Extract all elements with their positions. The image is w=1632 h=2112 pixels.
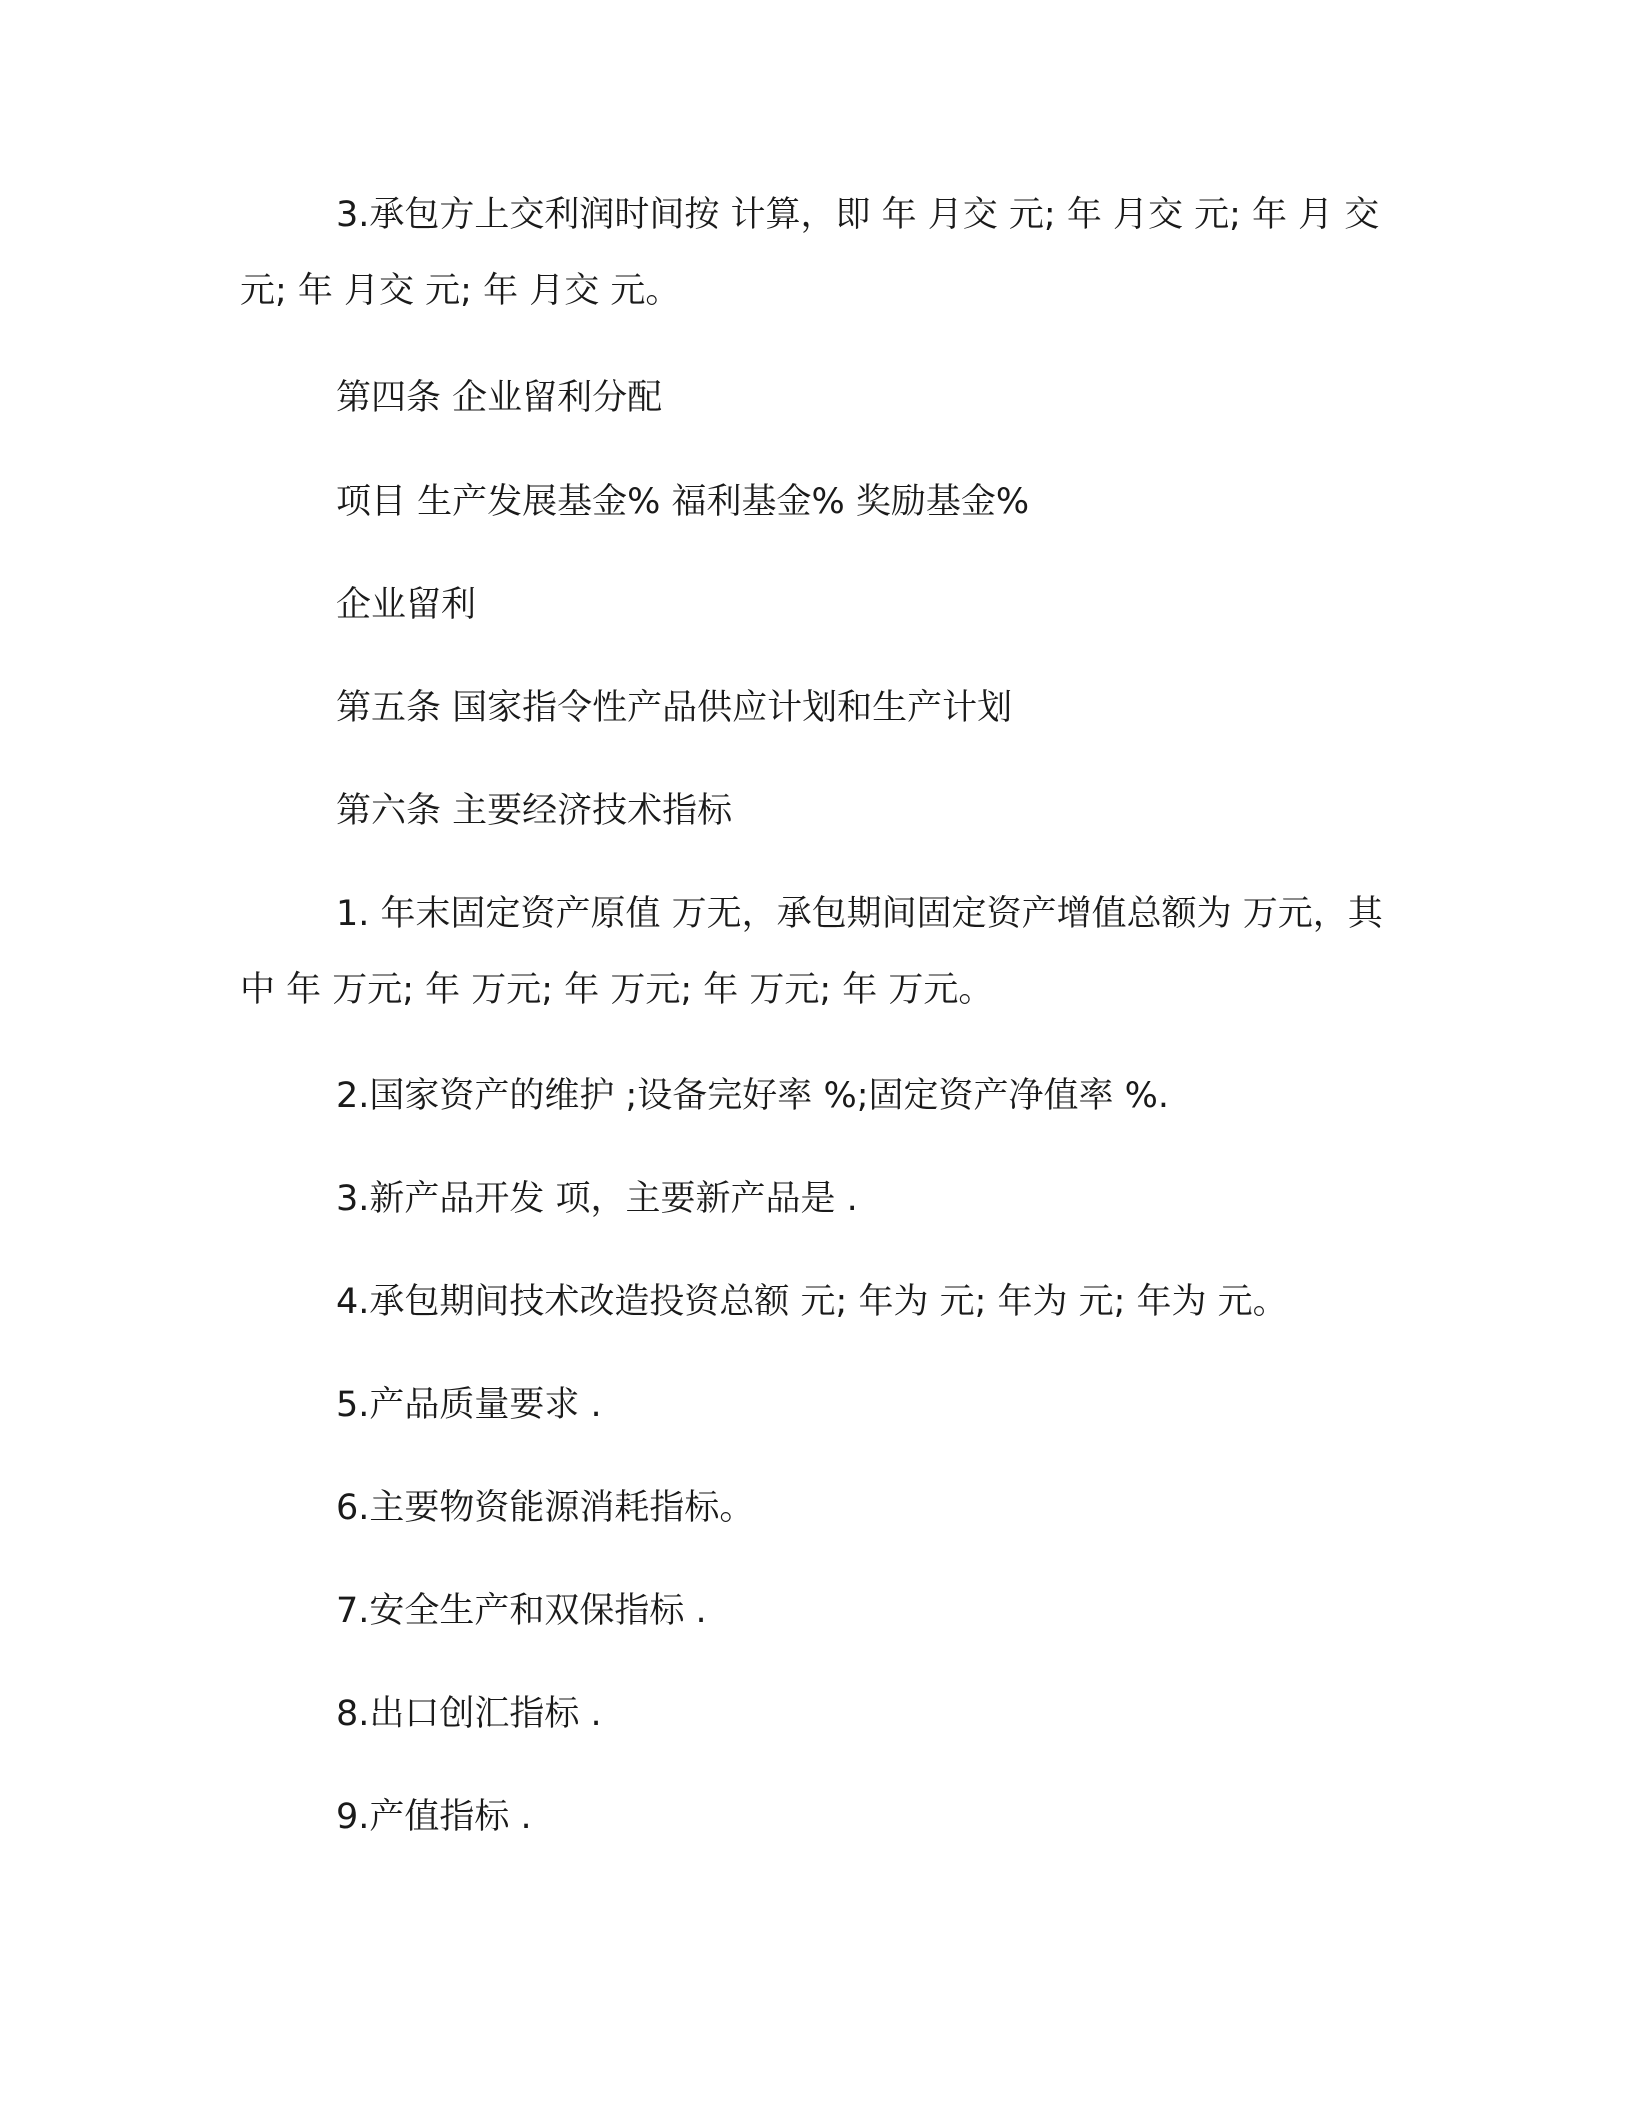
retained-profit-label: 企业留利 [336, 585, 477, 625]
article-6-heading: 第六条 主要经济技术指标 [336, 791, 733, 831]
retained-profit-items: 项目 生产发展基金% 福利基金% 奖励基金% [336, 482, 1030, 522]
item-9-output-value: 9.产值指标 . [336, 1797, 532, 1837]
item-5-quality: 5.产品质量要求 . [336, 1385, 602, 1425]
item-4-tech-investment: 4.承包期间技术改造投资总额 元; 年为 元; 年为 元; 年为 元。 [336, 1282, 1288, 1322]
clause-3-profit-schedule: 3.承包方上交利润时间按 计算，即 年 月交 元; 年 月交 元; 年 月 交 元; 年 月交 元; 年 月交 元。 [240, 195, 1380, 311]
article-5-heading: 第五条 国家指令性产品供应计划和生产计划 [336, 688, 1013, 728]
item-7-safety: 7.安全生产和双保指标 . [336, 1591, 707, 1631]
item-2-asset-maintenance: 2.国家资产的维护 ;设备完好率 %;固定资产净值率 %. [336, 1076, 1169, 1116]
item-6-energy-consumption: 6.主要物资能源消耗指标。 [336, 1488, 755, 1528]
article-4-heading: 第四条 企业留利分配 [336, 378, 663, 418]
item-3-new-products: 3.新产品开发 项，主要新产品是 . [336, 1179, 858, 1219]
item-8-export: 8.出口创汇指标 . [336, 1694, 602, 1734]
item-1-fixed-assets: 1. 年末固定资产原值 万无，承包期间固定资产增值总额为 万元，其中 年 万元; 年 万元; 年 万元; 年 万元; 年 万元。 [240, 894, 1383, 1010]
